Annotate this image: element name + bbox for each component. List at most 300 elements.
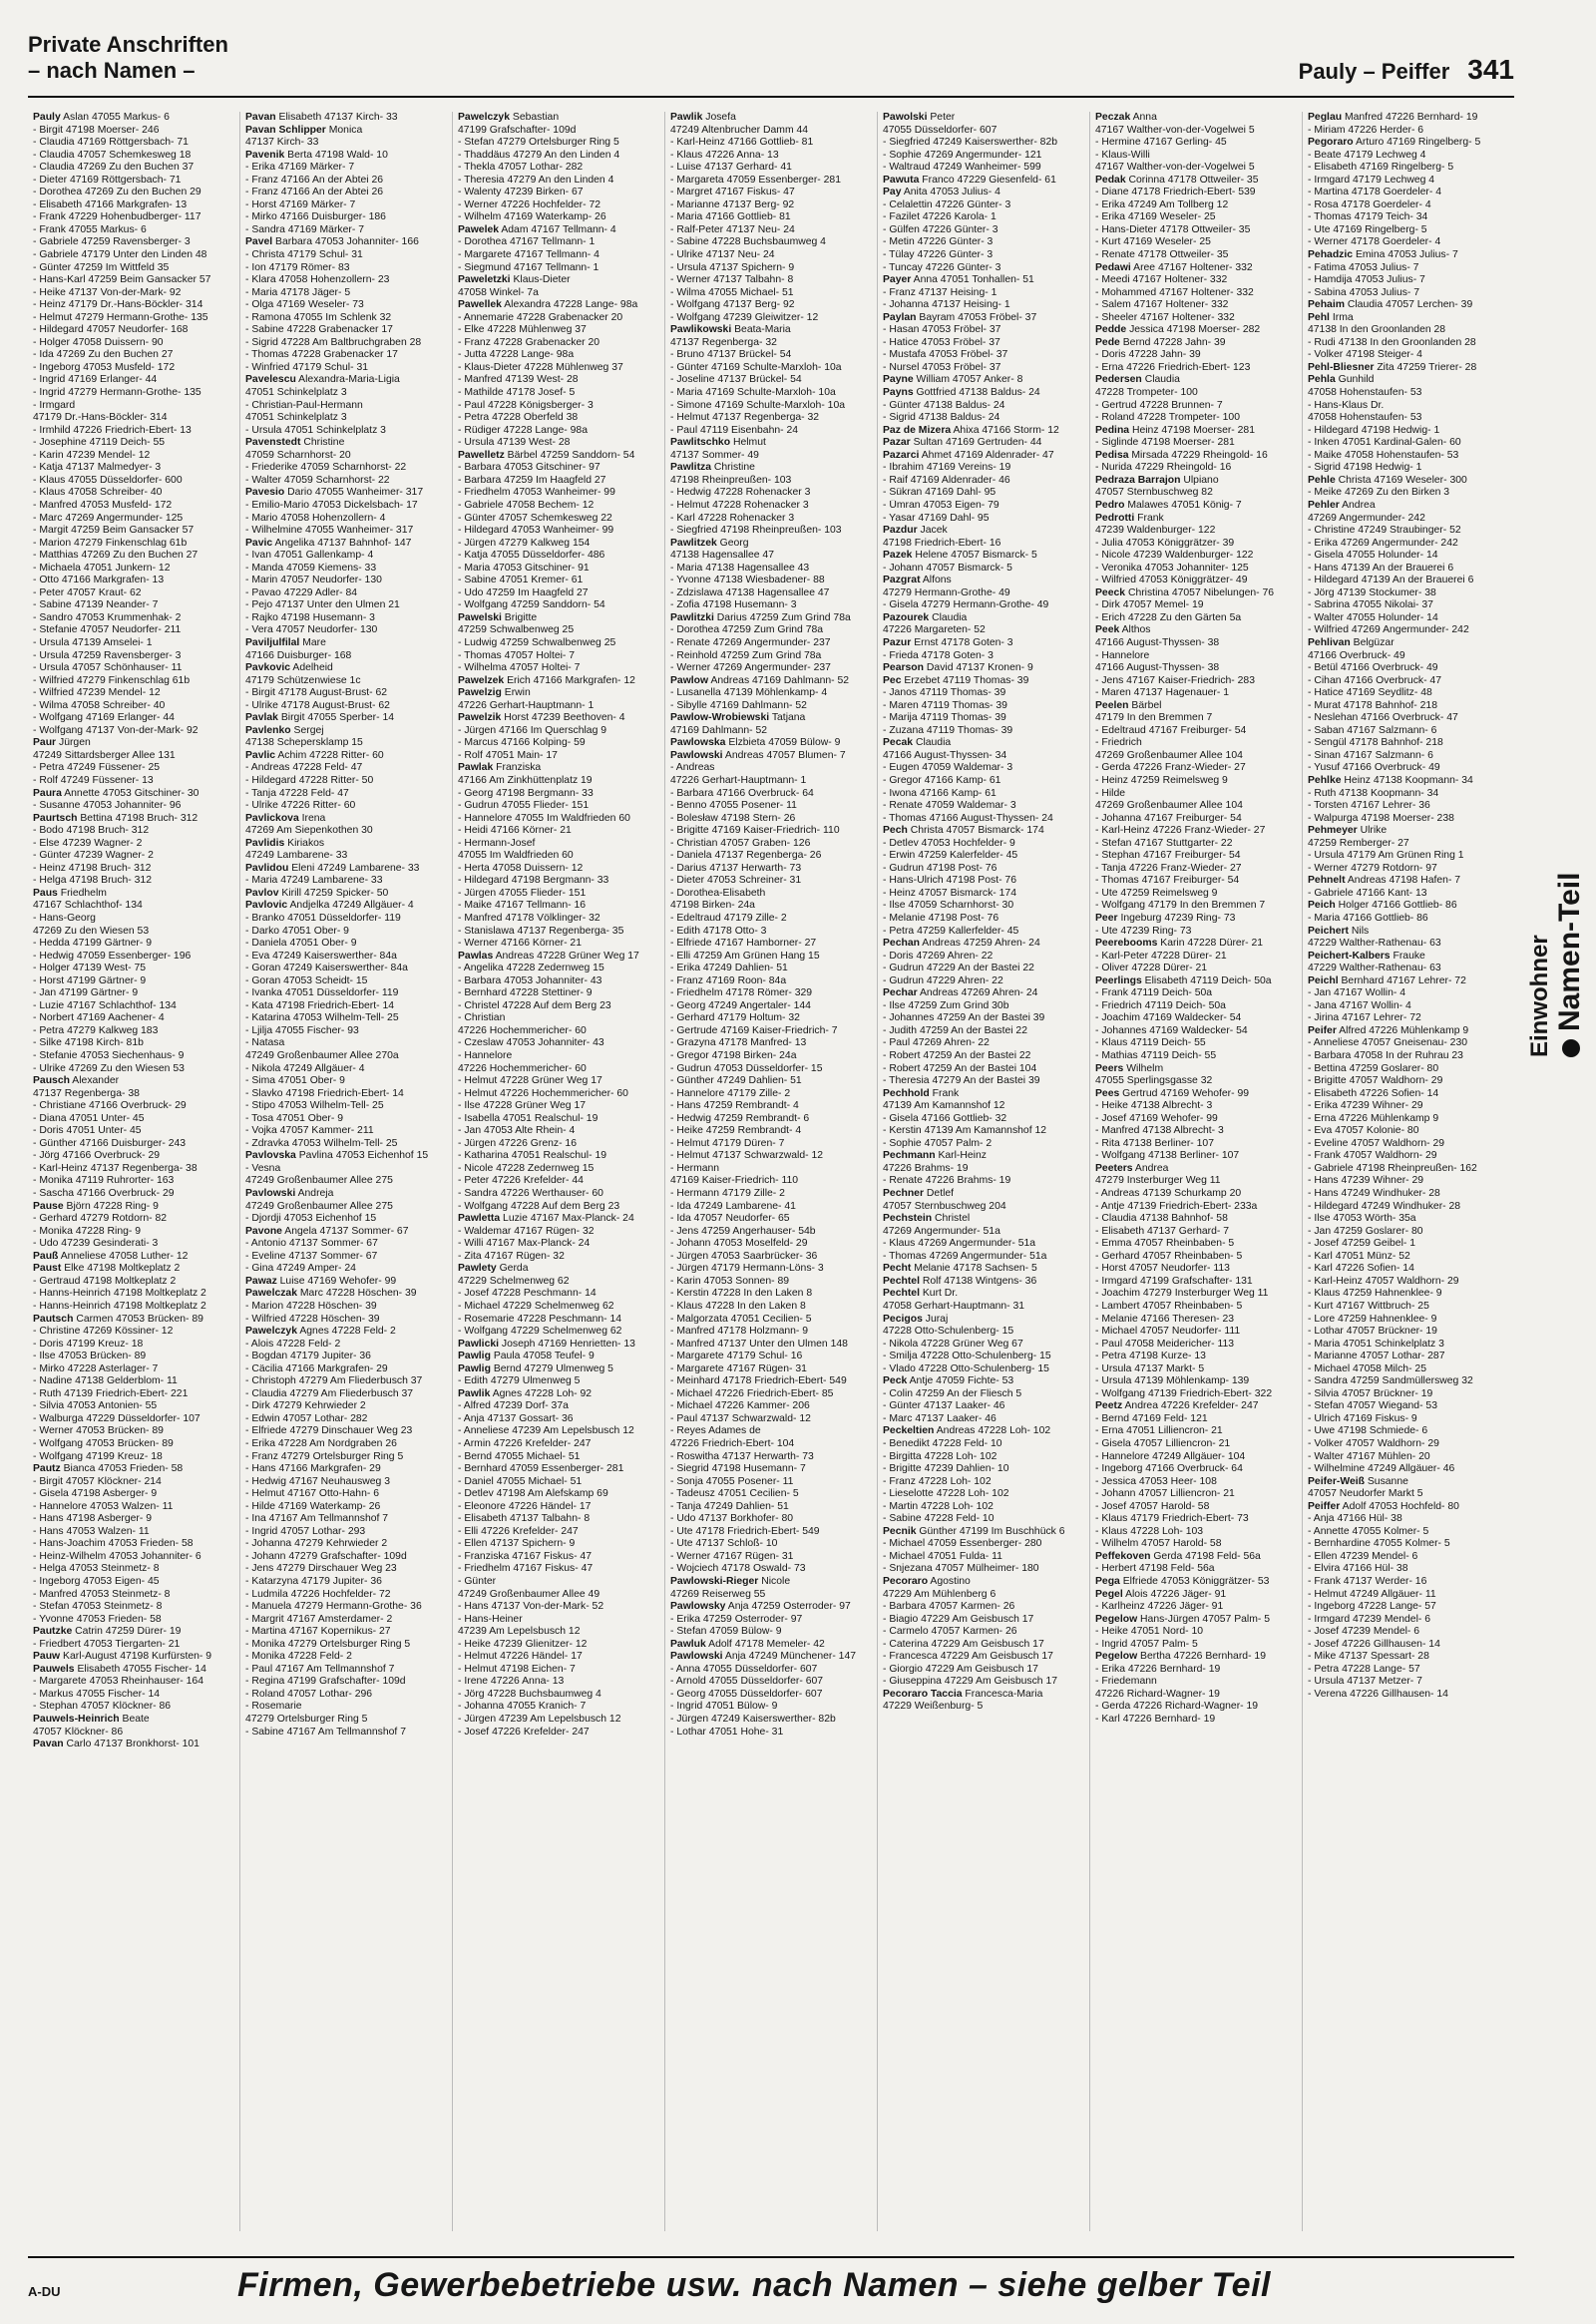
entry-text: - Gisela 47057 Lilliencron- 21 [1095,1437,1231,1449]
entry-text: - Ingrid 47279 Hermann-Grothe- 135 [33,387,201,399]
entry-surname: Peich [1308,900,1336,912]
entry-text: - Frank 47137 Werder- 16 [1308,1575,1427,1587]
entry-text: - Ursula 47137 Markt- 5 [1095,1362,1205,1374]
directory-entry [245,963,447,975]
entry-text: - Otto 47166 Markgrafen- 13 [33,575,165,586]
directory-entry [1308,775,1509,788]
directory-entry [670,1589,872,1602]
directory-entry [33,1501,234,1514]
directory-entry [670,1326,872,1339]
directory-entry [33,1676,234,1689]
directory-entry [883,1413,1084,1426]
entry-text: - Thomas 47057 Holtei- 7 [458,649,576,661]
entry-text: - Karl-Heinz 47226 Franz-Wieder- 27 [1095,825,1266,837]
directory-entry [1095,475,1297,488]
directory-entry [883,1326,1084,1339]
directory-entry [245,725,447,738]
directory-entry [883,1238,1084,1251]
directory-entry [883,1188,1084,1201]
directory-entry [245,1150,447,1163]
entry-text: - Iwona 47166 Kamp- 61 [883,787,997,799]
directory-entry [1095,374,1297,387]
entry-text: 47169 Dahlmann- 52 [670,724,768,736]
entry-text: - Vera 47057 Neudorfer- 130 [245,624,378,636]
entry-text: - Karl 47051 Münz- 52 [1308,1250,1410,1262]
entry-text: Adolf 47053 Hochfeld- 80 [1342,1500,1459,1512]
entry-text: - Brigitte 47239 Dahlien- 10 [883,1463,1009,1475]
entry-text: Horst 47239 Beethoven- 4 [504,712,625,724]
entry-text: - Sabine 47228 Feld- 10 [883,1513,995,1525]
directory-entry [245,1063,447,1076]
entry-text: - Elke 47228 Mühlenweg 37 [458,324,587,336]
directory-entry [33,599,234,612]
entry-text: 47228 Otto-Schulenberg- 15 [883,1326,1014,1338]
directory-entry [670,1201,872,1214]
entry-text: - Holger 47139 West- 75 [33,963,147,974]
entry-text: - Friederike 47059 Scharnhorst- 22 [245,462,407,474]
directory-entry [1308,1538,1509,1551]
directory-entry [245,1651,447,1664]
directory-entry [670,800,872,813]
entry-text: - Anneliese 47057 Gneisenau- 230 [1308,1037,1468,1049]
entry-text: Klaus-Dieter [513,274,571,286]
directory-entry [33,162,234,175]
entry-text: - Reinhold 47259 Zum Grind 78a [670,649,822,661]
entry-text: - Detlev 47053 Hochfelder- 9 [883,837,1015,849]
entry-text: - Hermine 47167 Gerling- 45 [1095,137,1227,149]
directory-entry [670,875,872,888]
entry-surname: Pauwels [33,1663,75,1675]
entry-text: Karin 47228 Dürer- 21 [1160,938,1264,950]
entry-surname: Pawlowska [670,737,726,749]
entry-text: - Ursula 47137 Spichern- 9 [670,261,795,273]
directory-entry [670,1451,872,1464]
entry-text: - Wilma 47055 Michael- 51 [670,286,794,298]
entry-text: 47139 Am Kamannshof 12 [883,1100,1005,1112]
entry-text: Anneliese 47058 Luther- 12 [60,1250,189,1262]
directory-entry [670,1138,872,1151]
entry-surname: Pawlik [458,1387,491,1399]
entry-text: Heinz 47198 Moerser- 281 [1131,424,1255,436]
entry-text: - Gerhard 47179 Holtum- 32 [670,1012,800,1024]
directory-entry [883,1689,1084,1702]
directory-entry [33,1664,234,1677]
entry-text: - Andreas 47139 Schurkamp 20 [1095,1188,1242,1200]
directory-entry [458,1113,659,1126]
entry-text: - Katja 47055 Düsseldorfer- 486 [458,550,605,562]
directory-entry [458,1551,659,1564]
directory-entry [1308,287,1509,300]
entry-text: Alexander [72,1075,120,1087]
entry-text: - Dorothea-Elisabeth [670,887,766,899]
entry-surname: Pecigos [883,1313,923,1325]
directory-entry [1095,1226,1297,1239]
entry-text: - Johanna 47167 Freiburger- 54 [1095,812,1242,824]
directory-entry [33,199,234,212]
directory-entry [458,926,659,939]
entry-text: - Franz 47169 Roon- 84a [670,974,787,986]
directory-entry [670,349,872,362]
directory-entry [245,813,447,826]
entry-text: - Emilio-Mario 47053 Dickelsbach- 17 [245,499,418,511]
directory-entry [1308,1050,1509,1063]
page-number: 341 [1467,54,1514,85]
entry-text: - Ruth 47139 Friedrich-Ebert- 221 [33,1387,189,1399]
directory-entry [1308,987,1509,1000]
directory-entry [245,1438,447,1451]
entry-text: - Hildegard 47198 Bergmann- 33 [458,875,609,887]
directory-entry [245,762,447,775]
entry-text: - Wilfried 47269 Angermunder- 242 [1308,624,1469,636]
entry-text: - Ursula 47259 Ravensberger- 3 [33,649,182,661]
directory-entry [1095,525,1297,538]
entry-text: - Heike 47239 Glienitzer- 12 [458,1638,588,1650]
directory-entry [670,199,872,212]
entry-text: - Ilse 47059 Scharnhorst- 30 [883,900,1014,912]
entry-text: - Hannelore 47053 Walzen- 11 [33,1500,174,1512]
directory-entry [1095,1050,1297,1063]
entry-text: Friedhelm [60,887,107,899]
directory-entry [1308,550,1509,563]
entry-text: 47055 Sperlingsgasse 32 [1095,1075,1213,1087]
directory-entry [458,1288,659,1301]
directory-entry [670,337,872,350]
directory-entry [1095,813,1297,826]
directory-entry [1095,312,1297,325]
directory-entry [458,1689,659,1702]
entry-text: - Hatice 47169 Seydlitz- 48 [1308,687,1432,699]
directory-entry [458,1501,659,1514]
entry-text: 47229 Walther-Rathenau- 63 [1308,938,1441,950]
entry-surname: Pehler [1308,499,1340,511]
directory-entry [883,987,1084,1000]
entry-text: - Zofia 47198 Husemann- 3 [670,599,797,611]
entry-text: 47058 Gerhart-Hauptmann- 31 [883,1300,1025,1312]
directory-entry [33,813,234,826]
directory-entry [245,1037,447,1050]
directory-entry [458,1463,659,1476]
directory-entry [670,1463,872,1476]
directory-entry [33,1614,234,1627]
directory-entry [458,362,659,375]
directory-entry [33,1413,234,1426]
directory-entry [458,1100,659,1113]
entry-text: - Gertrud 47228 Brunnen- 7 [1095,399,1223,411]
directory-entry [1095,675,1297,688]
entry-text: - Brigitte 47057 Waldhorn- 29 [1308,1075,1443,1087]
entry-text: Juraj [925,1313,949,1325]
directory-entry [33,337,234,350]
directory-entry [1095,650,1297,663]
entry-text: 47198 Rheinpreußen- 103 [670,474,792,486]
entry-text: Gerda [499,1263,529,1275]
directory-entry [670,550,872,563]
entry-text: 47179 Dr.-Hans-Böckler- 314 [33,412,168,424]
entry-text: - Lieselotte 47228 Loh- 102 [883,1488,1009,1500]
entry-text: - Monika 47279 Ortelsburger Ring 5 [245,1638,411,1650]
entry-text: Darius 47259 Zum Grind 78a [716,611,851,623]
directory-entry [1095,187,1297,199]
entry-surname: Pazur [883,636,912,648]
directory-entry [670,675,872,688]
directory-entry [1095,587,1297,600]
entry-text: - Ralf-Peter 47137 Neu- 24 [670,223,795,235]
directory-entry [458,1589,659,1602]
directory-entry [1095,825,1297,838]
entry-text: - Lothar 47057 Brückner- 19 [1308,1326,1437,1338]
entry-text: - Barbara 47053 Johanniter- 43 [458,974,602,986]
entry-text: - Johann 47279 Grafschafter- 109d [245,1550,407,1562]
directory-entry [1308,299,1509,312]
entry-text: - Antonio 47137 Sommer- 67 [245,1238,378,1250]
directory-entry [245,462,447,475]
directory-entry [1095,1626,1297,1639]
entry-surname: Peckeltien [883,1425,935,1437]
entry-text: Achim 47228 Ritter- 60 [277,749,384,761]
entry-text: 47226 Friedrich-Ebert- 104 [670,1437,795,1449]
directory-entry [1308,1263,1509,1276]
directory-entry [245,900,447,913]
directory-entry [670,963,872,975]
directory-entry [1095,1639,1297,1652]
entry-text: - Diane 47178 Friedrich-Ebert- 539 [1095,187,1256,198]
entry-text: - Maria 47249 Lambarene- 33 [245,875,383,887]
entry-text: - Erika 47249 Am Tollberg 12 [1095,198,1229,210]
header-rule [28,96,1514,98]
entry-text: - Johannes 47169 Waldecker- 54 [1095,1024,1248,1036]
directory-entry [670,700,872,713]
directory-entry [670,1576,872,1589]
directory-entry [1308,199,1509,212]
entry-text: - Erwin 47259 Kalerfelder- 45 [883,850,1018,862]
entry-text: 47137 Sommer- 49 [670,449,759,461]
entry-text: - Johanna 47279 Kehrwieder 2 [245,1538,388,1550]
entry-surname: Payer [883,274,912,286]
directory-entry [1308,963,1509,975]
entry-surname: Pedde [1095,324,1127,336]
directory-entry [33,712,234,725]
entry-surname: Pawlicki [458,1338,500,1350]
directory-entry [1308,1451,1509,1464]
entry-text: Arturo 47169 Ringelberg- 5 [1355,137,1481,149]
entry-text: Bianca 47053 Frieden- 58 [63,1463,184,1475]
entry-text: - Josef 47239 Mendel- 6 [1308,1626,1420,1638]
entry-surname: Pavlowski [245,1188,296,1200]
entry-text: - Michael 47057 Neudorfer- 111 [1095,1326,1241,1338]
directory-entry [245,951,447,964]
entry-text: Adelheid [292,662,333,674]
directory-entry [245,1589,447,1602]
directory-entry [33,863,234,876]
entry-text: - Hans-Joachim 47053 Frieden- 58 [33,1538,194,1550]
directory-entry [670,888,872,901]
entry-text: - Nicole 47228 Zedernweg 15 [458,1162,595,1174]
directory-entry [1308,712,1509,725]
entry-surname: Pegel [1095,1588,1123,1600]
entry-surname: Pawuta [883,174,920,186]
directory-entry [670,475,872,488]
entry-text: - Erika 47169 Weseler- 25 [1095,211,1216,223]
entry-text: - Tanja 47226 Franz-Wieder- 27 [1095,862,1242,874]
entry-text: 47137 Regenberga- 32 [670,336,777,348]
directory-entry [670,762,872,775]
directory-entry [883,1100,1084,1113]
entry-text: - Katharina 47051 Realschul- 19 [458,1150,607,1162]
entry-surname: Pawlowski [670,749,723,761]
directory-entry [33,1339,234,1352]
entry-text: - Mohammed 47167 Holtener- 332 [1095,286,1254,298]
entry-text: - Edeltraud 47179 Zille- 2 [670,913,787,924]
entry-text: - Ulrike 47269 Zu den Wiesen 53 [33,1062,185,1074]
directory-entry [245,913,447,926]
entry-text: - Paul 47167 Am Tellmannshof 7 [245,1663,395,1675]
entry-text: 47269 Am Siepenkothen 30 [245,825,373,837]
entry-text: Helmut [732,437,766,449]
directory-entry [458,1263,659,1276]
entry-text: - Robert 47259 An der Bastei 104 [883,1062,1037,1074]
directory-column [453,112,665,2231]
directory-entry [670,1601,872,1614]
entry-text: - Hedwig 47167 Neuhausweg 3 [245,1475,390,1487]
directory-entry [245,687,447,700]
directory-entry [883,362,1084,375]
directory-entry [1095,1476,1297,1489]
directory-entry [458,1563,659,1576]
directory-entry [670,1000,872,1013]
entry-text: Sebastian [512,112,560,123]
entry-surname: Pees [1095,1087,1120,1099]
directory-entry [1308,175,1509,188]
footer-rule [28,2256,1514,2258]
directory-entry [458,1538,659,1551]
entry-text: - Gudrun 47053 Düsseldorfer- 15 [670,1062,823,1074]
entry-text: - Snjezana 47057 Mülheimer- 180 [883,1563,1039,1575]
directory-entry [670,938,872,951]
entry-text: - Siegmund 47167 Tellmann- 1 [458,261,599,273]
directory-entry [1095,487,1297,500]
entry-text: Andrea 47226 Krefelder- 247 [1124,1400,1259,1412]
entry-text: - Erich 47228 Zu den Gärten 5a [1095,611,1242,623]
directory-entry [1308,951,1509,964]
entry-text: - Simone 47169 Schulte-Marxloh- 10a [670,399,846,411]
section-tab-label-2: Namen-Teil [1553,872,1586,1031]
directory-entry [1095,1563,1297,1576]
directory-entry [1308,575,1509,587]
entry-text: - Walpurga 47198 Moerser- 238 [1308,812,1454,824]
directory-entry [883,1088,1084,1101]
entry-surname: Pawlitzki [670,611,714,623]
entry-text: - Susanne 47053 Johanniter- 96 [33,800,182,812]
entry-text: - Vlado 47228 Otto-Schulenberg- 15 [883,1362,1049,1374]
entry-text: - Ramona 47055 Im Schlenk 32 [245,311,392,323]
entry-text: - Gisela 47198 Asberger- 9 [33,1488,158,1500]
directory-entry [458,150,659,163]
directory-entry [1095,875,1297,888]
entry-text: - Johanna 47137 Heising- 1 [883,299,1010,311]
entry-text: - Hermann 47179 Zille- 2 [670,1188,785,1200]
entry-text: Andjelka 47249 Allgäuer- 4 [289,900,414,912]
entry-text: - Josef 47226 Krefelder- 247 [458,1726,590,1738]
directory-entry [245,150,447,163]
directory-entry [458,425,659,438]
entry-text: - Nikola 47228 Grüner Weg 67 [883,1338,1023,1350]
entry-text: - Gudrun 47229 An der Bastei 22 [883,963,1034,974]
entry-text: - Betül 47166 Overbruck- 49 [1308,662,1438,674]
entry-text: - Udo 47259 Im Haagfeld 27 [458,586,589,598]
directory-entry [458,1576,659,1589]
directory-entry [33,224,234,237]
directory-entry [245,1425,447,1438]
directory-entry [1095,762,1297,775]
directory-entry [245,1163,447,1176]
entry-text: Elfriede 47053 Königgrätzer- 53 [1122,1575,1270,1587]
entry-text: - Nicole 47239 Waldenburger- 122 [1095,550,1254,562]
entry-text: 47058 Winkel- 7a [458,286,539,298]
entry-text: - Bernd 47055 Michael- 51 [458,1450,581,1462]
entry-text: - Ute 47137 Schloß- 10 [670,1538,778,1550]
directory-entry [245,262,447,275]
entry-text: - Erna 47226 Mühlenkamp 9 [1308,1112,1439,1124]
entry-text: - Herta 47058 Duissern- 12 [458,862,584,874]
entry-text: - Manfred 47053 Steinmetz- 8 [33,1588,171,1600]
directory-entry [1095,1351,1297,1363]
directory-entry [883,249,1084,262]
directory-entry [245,475,447,488]
entry-text: - Ingrid 47169 Erlanger- 44 [33,374,158,386]
entry-text: - Elfriede 47167 Hamborner- 27 [670,938,817,950]
entry-text: - Gerda 47226 Richard-Wagner- 19 [1095,1701,1259,1713]
entry-text: - Werner 47167 Rügen- 31 [670,1550,794,1562]
directory-entry [458,1037,659,1050]
entry-text: - Giorgio 47229 Am Geisbusch 17 [883,1663,1038,1675]
directory-entry [245,1276,447,1289]
directory-entry [1308,612,1509,625]
directory-entry [245,1301,447,1314]
directory-entry [670,1563,872,1576]
entry-text: - Sabina 47053 Julius- 7 [1308,286,1420,298]
entry-text: - Anneliese 47239 Am Lepelsbusch 12 [458,1425,634,1437]
entry-text: 47239 Am Lepelsbusch 12 [458,1626,581,1638]
directory-entry [670,1100,872,1113]
entry-text: - Wojciech 47178 Oswald- 73 [670,1563,806,1575]
directory-entry [1308,1388,1509,1401]
entry-text: - Antje 47139 Friedrich-Ebert- 233a [1095,1200,1258,1212]
directory-entry [883,975,1084,988]
directory-entry [458,462,659,475]
entry-text: - Paul 47058 Meidericher- 113 [1095,1338,1235,1350]
entry-text: - Holger 47058 Duissern- 90 [33,336,164,348]
directory-entry [245,1188,447,1201]
entry-text: - Frank 47119 Deich- 50a [1095,987,1213,999]
entry-text: - Franz 47228 Loh- 102 [883,1475,992,1487]
directory-entry [33,575,234,587]
entry-text: 47259 Remberger- 27 [1308,837,1409,849]
directory-entry [458,599,659,612]
entry-text: - Manfred 47138 Albrecht- 3 [1095,1125,1224,1137]
entry-text: - Rita 47138 Berliner- 107 [1095,1137,1214,1149]
entry-text: - Walburga 47229 Düsseldorfer- 107 [33,1412,200,1424]
entry-text: Ernst 47178 Goten- 3 [914,636,1013,648]
directory-entry [33,1563,234,1576]
directory-entry [245,1138,447,1151]
entry-text: - Walter 47167 Mühlen- 20 [1308,1450,1430,1462]
entry-text: 47226 Brahms- 19 [883,1162,969,1174]
directory-entry [1308,1563,1509,1576]
directory-entry [458,675,659,688]
directory-entry [883,374,1084,387]
directory-entry [245,125,447,138]
directory-entry [458,575,659,587]
